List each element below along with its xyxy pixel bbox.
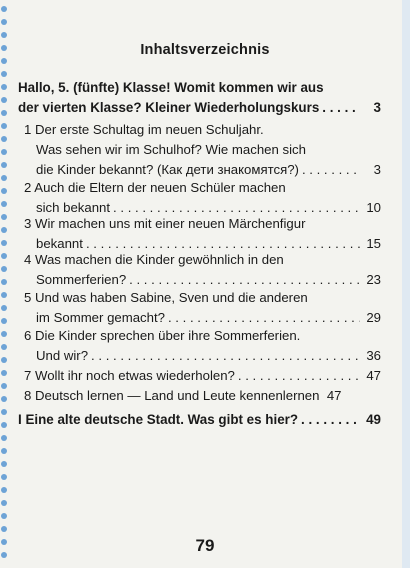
- toc-page-number: 29: [366, 310, 381, 325]
- toc-entry-line: 3 Wir machen uns mit einer neuen Märchenfigur: [24, 216, 306, 231]
- toc-title: Inhaltsverzeichnis: [140, 42, 270, 58]
- toc-entry-line: die Kinder bekannt? (Как дети знакомятся?): [36, 162, 299, 177]
- toc-entry-8: [24, 386, 381, 406]
- toc-entry-6: [24, 326, 381, 366]
- toc-entry-line: Was sehen wir im Schulhof? Wie machen sich: [36, 142, 306, 157]
- toc-entry-line: im Sommer gemacht?: [36, 310, 165, 325]
- toc-entry-line: 7 Wollt ihr noch etwas wiederholen?: [24, 368, 235, 383]
- toc-entry-line: Sommerferien?: [36, 272, 127, 287]
- toc-entry-line: 4 Was machen die Kinder gewöhnlich in den: [24, 252, 284, 267]
- page-number: 79: [195, 536, 215, 555]
- toc-entry-chapter-1: [18, 410, 381, 430]
- toc-entry-2: [24, 178, 381, 218]
- page-edge: [402, 0, 410, 568]
- toc-page-number: 47: [326, 388, 342, 403]
- toc-page-number: 36: [366, 348, 381, 363]
- dot-leader: [238, 366, 360, 386]
- toc-entry-3: [24, 214, 381, 254]
- toc-entry-line: 5 Und was haben Sabine, Sven und die anderen: [24, 290, 308, 305]
- toc-entry-line: 8 Deutsch lernen — Land und Leute kennenlernen: [24, 388, 320, 403]
- toc-entry-line: bekannt: [36, 236, 83, 251]
- dot-leader: [302, 160, 360, 180]
- toc-entry-5: [24, 288, 381, 328]
- toc-page-number: 49: [366, 412, 381, 427]
- toc-page-number: 15: [366, 236, 381, 251]
- toc-entry-line: 6 Die Kinder sprechen über ihre Sommerferien.: [24, 328, 301, 343]
- dot-leader: [301, 410, 360, 430]
- dot-leader: [322, 98, 360, 118]
- dot-leader: [91, 346, 360, 366]
- toc-entry-line: 2 Auch die Eltern der neuen Schüler machen: [24, 180, 286, 195]
- toc-page-number: 10: [366, 200, 381, 215]
- toc-entry-line: Hallo, 5. (fünfte) Klasse! Womit kommen wir aus: [18, 80, 324, 95]
- toc-entry-4: [24, 250, 381, 290]
- toc-entry-1: [24, 120, 381, 180]
- dot-leader: [168, 308, 360, 328]
- toc-entry-intro: [18, 78, 381, 118]
- toc-page-number: 3: [373, 162, 381, 177]
- toc-entry-line: I Eine alte deutsche Stadt. Was gibt es hier?: [18, 412, 299, 427]
- toc-entry-line: der vierten Klasse? Kleiner Wiederholungskurs: [18, 100, 320, 115]
- toc-entry-7: [24, 366, 381, 386]
- decorative-dot-border: [1, 6, 11, 566]
- toc-entry-line: sich bekannt: [36, 200, 111, 215]
- dot-leader: [129, 270, 360, 290]
- toc-page-number: 3: [373, 100, 381, 115]
- toc-entry-line: Und wir?: [36, 348, 89, 363]
- toc-page-number: 23: [366, 272, 381, 287]
- toc-entry-line: 1 Der erste Schultag im neuen Schuljahr.: [24, 122, 264, 137]
- toc-page-number: 47: [366, 368, 381, 383]
